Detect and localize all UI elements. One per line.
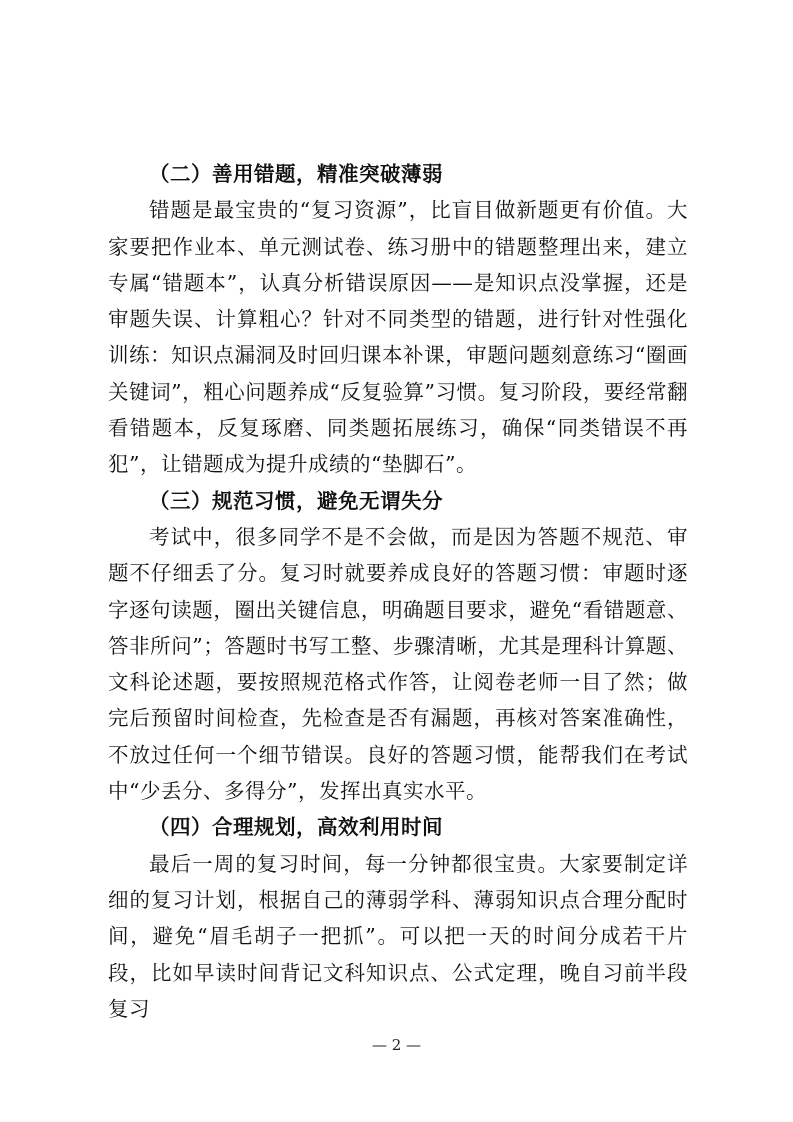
section-heading-4: （四）合理规划，高效利用时间 [149, 815, 443, 840]
document-body [108, 156, 688, 1027]
section-paragraph-4: 最后一周的复习时间，每一分钟都很宝贵。大家要制定详细的复习计划，根据自己的薄弱学科、薄弱知识点合理分配时间，避免“眉毛胡子一把抓”。可以把一天的时间分成若干片段，比如早读时间背记文科知识点、公式定理，晚自习前半段复习 [108, 851, 688, 1021]
section-heading-2: （二）善用错题，精准突破薄弱 [149, 162, 443, 186]
section-heading-3: （三）规范习惯，避免无谓失分 [149, 488, 443, 513]
section-paragraph-2: 错题是最宝贵的“复习资源”，比盲目做新题更有价值。大家要把作业本、单元测试卷、练习册中的错题整理出来，建立专属“错题本”，认真分析错误原因——是知识点没掌握，还是审题失误、计算粗心？针对不同类型的错题，进行针对性强化训练：知识点漏洞及时回归课本补课，审题问题刻意练习“圈画关键词”，粗心问题养成“反复验算”习惯。复习阶段，要经常翻看错题本，反复琢磨、同类题拓展练习，确保“同类错误不再犯”，让错题成为提升成绩的“垫脚石”。 [108, 198, 688, 477]
section-paragraph-3: 考试中，很多同学不是不会做，而是因为答题不规范、审题不仔细丢了分。复习时就要养成良好的答题习惯：审题时逐字逐句读题，圈出关键信息，明确题目要求，避免“看错题意、答非所问”；答题时书写工整、步骤清晰，尤其是理科计算题、文科论述题，要按照规范格式作答，让阅卷老师一目了然；做完后预留时间检查，先检查是否有漏题，再核对答案准确性，不放过任何一个细节错误。良好的答题习惯，能帮我们在考试中“少丢分、多得分”，发挥出真实水平。 [108, 524, 688, 804]
page-number: — 2 — [371, 1036, 422, 1054]
